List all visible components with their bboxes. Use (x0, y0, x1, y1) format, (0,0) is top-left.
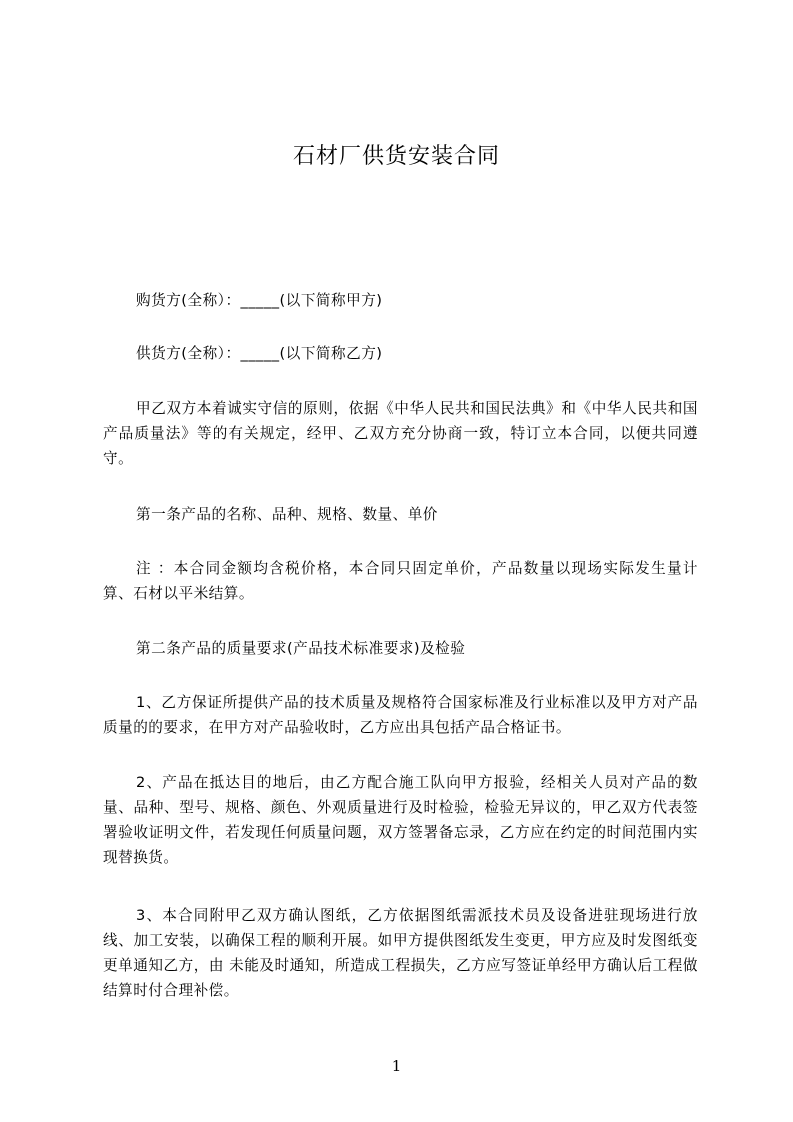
document-title: 石材厂供货安装合同 (292, 144, 500, 169)
seller-line: 供货方(全称）：_____(以下简称乙方) (136, 345, 383, 362)
buyer-line: 购货方(全称）：_____(以下简称甲方) (136, 292, 383, 309)
note-paragraph: 注 ：本合同金额均含税价格，本合同只固定单价，产品数量以现场实际发生量计算、石材以平米结算。 (103, 560, 698, 602)
clause-1-paragraph: 1、乙方保证所提供产品的技术质量及规格符合国家标准及行业标准以及甲方对产品质量的的要求，在甲方对产品验收时，乙方应出具包括产品合格证书。 (103, 694, 698, 736)
clause-2-paragraph: 2、产品在抵达目的地后，由乙方配合施工队向甲方报验，经相关人员对产品的数量、品种、型号、规格、颜色、外观质量进行及时检验，检验无异议的，甲乙双方代表签署验收证明文件，若发现任何质量问题，双方签署备忘录，乙方应在约定的时间范围内实现替换货。 (103, 774, 698, 866)
clause-3-paragraph: 3、本合同附甲乙双方确认图纸，乙方依据图纸需派技术员及设备进驻现场进行放线、加工安装，以确保工程的顺利开展。如甲方提供图纸发生变更，甲方应及时发图纸变更单通知乙方，由 未能及时通知，所造成工程损失，乙方应写签证单经甲方确认后工程做结算时付合理补偿。 (103, 907, 698, 999)
page-number: 1 (391, 1057, 402, 1075)
article1-heading: 第一条产品的名称、品种、规格、数量、单价 (136, 506, 438, 523)
preamble-paragraph: 甲乙双方本着诚实守信的原则，依据《中华人民共和国民法典》和《中华人民共和国产品质量法》等的有关规定，经甲、乙双方充分协商一致，特订立本合同，以便共同遵守。 (103, 400, 698, 467)
article2-heading: 第二条产品的质量要求(产品技术标准要求)及检验 (136, 640, 466, 657)
